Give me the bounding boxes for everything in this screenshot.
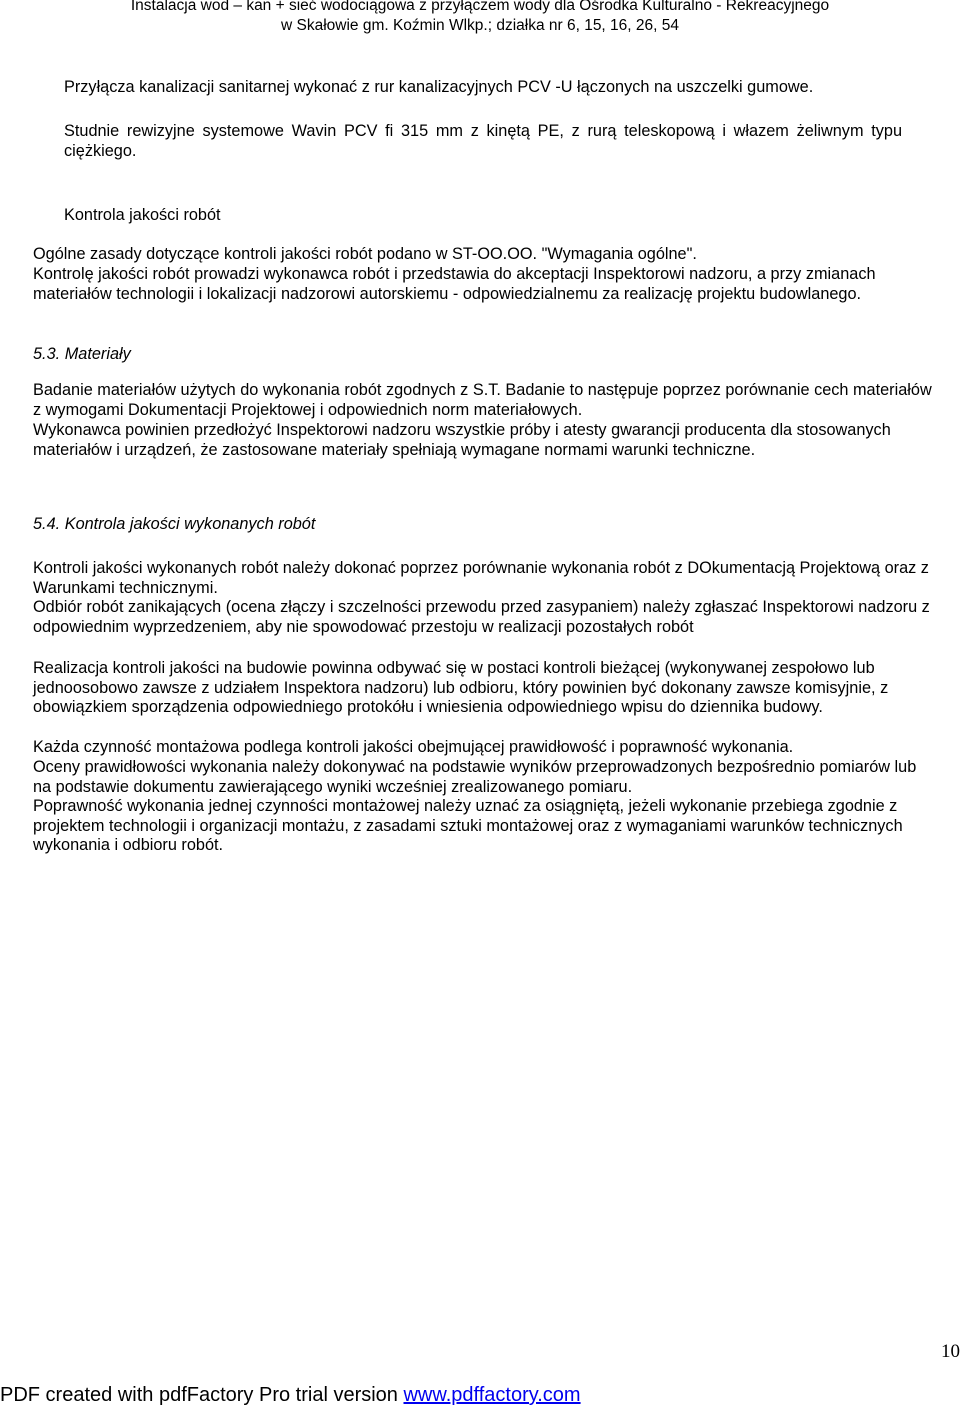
paragraph-studnie: Studnie rewizyjne systemowe Wavin PCV fi 315 mm z kinętą PE, z rurą teleskopową i włazem żeliwnym typu ciężkiego. [64,122,902,160]
section-number-5-4: 5.4. [33,515,61,533]
paragraph-odbior: Odbiór robót zanikających (ocena złączy i szczelności przewodu przed zasypaniem) należy zgłaszać Inspektorowi nadzoru z odpowiednim wyprzedzeniem, aby nie spowodować przestoju w realizacji pozostałych robót [33,598,930,636]
paragraph-oceny: Oceny prawidłowości wykonania należy dokonywać na podstawie wyników przeprowadzonych bezpośrednio pomiarów lub na podstawie dokumentu zawierającego wyniki wcześniej zrealizowanego pomiaru. [33,758,917,796]
pdffactory-link[interactable]: www.pdffactory.com [403,1384,581,1406]
paragraph-kazda: Każda czynność montażowa podlega kontroli jakości obejmującej prawidłowość i poprawność wykonania. [33,738,794,756]
paragraph-poprawnosc: Poprawność wykonania jednej czynności montażowej należy uznać za osiągniętą, jeżeli wykonanie przebiega zgodnie z projektem technologii i organizacji montażu, z zasadami sztuki montażowej oraz z wymaganiami warunków technicznych wykonania i odbioru robót. [33,797,903,855]
section-title-kontrola-wykonanych: Kontrola jakości wykonanych robót [64,515,316,533]
paragraph-badanie: Badanie materiałów użytych do wykonania robót zgodnych z S.T. Badanie to następuje poprzez porównanie cech materiałów z wymogami Dokumentacji Projektowej i odpowiednich norm materiałowych. [33,381,932,419]
paragraph-kontrole-jakosci: Kontrolę jakości robót prowadzi wykonawca robót i przedstawia do akceptacji Inspektorowi nadzoru, a przy zmianach materiałów technologii i lokalizacji nadzorowi autorskiemu - odpowiedzialnemu za realizację projektu budowlanego. [33,265,876,303]
heading-kontrola-jakosci: Kontrola jakości robót [64,206,221,224]
paragraph-realizacja: Realizacja kontroli jakości na budowie powinna odbywać się w postaci kontroli bieżącej (wykonywanej zespołowo lub jednoosobowo zawsze z udziałem Inspektora nadzoru) lub odbioru, który powinien być dokonany zawsze komisyjnie, z obowiązkiem sporządzenia odpowiedniego protokółu i wniesienia odpowiedniego wpisu do dziennika budowy. [33,659,889,717]
footer-text: PDF created with pdfFactory Pro trial version [0,1384,398,1406]
paragraph-wykonawca: Wykonawca powinien przedłożyć Inspektorowi nadzoru wszystkie próby i atesty gwarancji producenta dla stosowanych materiałów i urządzeń, że zastosowane materiały spełniają wymagane normami warunki techniczne. [33,421,891,459]
section-title-materialy: Materiały [64,345,131,363]
section-number-5-3: 5.3. [33,345,61,363]
paragraph-ogolne-zasady: Ogólne zasady dotyczące kontroli jakości robót podano w ST-OO.OO. "Wymagania ogólne". [33,245,697,263]
document-header-line-1: Instalacja wod – kan + sieć wodociągowa z przyłączem wody dla Ośrodka Kulturalno - Rekreacyjnego [130,0,830,14]
section-heading-5-4 [33,515,933,535]
section-heading-5-3 [33,345,933,365]
page-number: 10 [941,1341,960,1362]
document-header-line-2: w Skałowie gm. Koźmin Wlkp.; działka nr 6, 15, 16, 26, 54 [280,17,679,34]
paragraph-kontroli: Kontroli jakości wykonanych robót należy dokonać poprzez porównanie wykonania robót z DOkumentacją Projektową oraz z Warunkami technicznymi. [33,559,929,597]
pdf-footer [0,1383,581,1407]
paragraph-przylacza: Przyłącza kanalizacji sanitarnej wykonać z rur kanalizacyjnych PCV -U łączonych na uszczelki gumowe. [64,78,814,96]
